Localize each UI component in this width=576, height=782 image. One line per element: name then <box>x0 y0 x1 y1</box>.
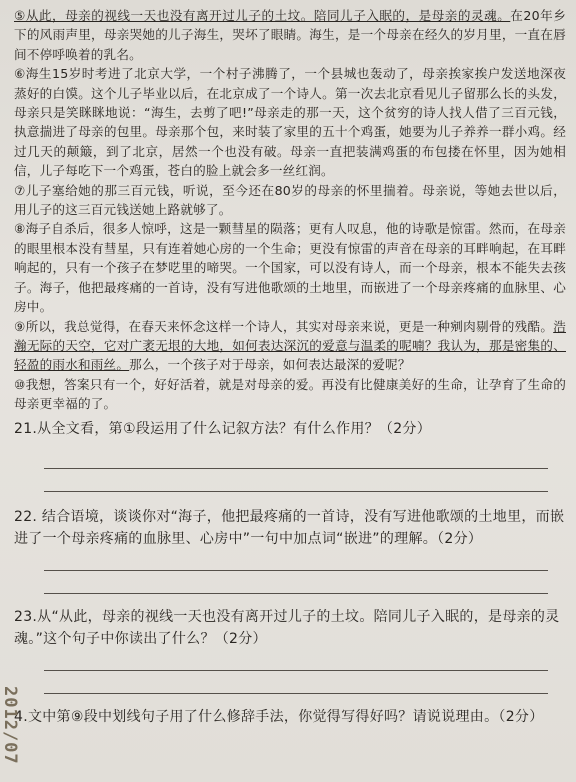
answer-line[interactable] <box>44 593 548 594</box>
paragraph-9-end: 那么，一个孩子对于母亲，如何表达最深的爱呢？ <box>129 357 411 373</box>
question-24 <box>14 706 566 728</box>
question-24-text: 4.文中第⑨段中划线句子用了什么修辞手法，你觉得写得好吗？请说说理由。（2分） <box>14 708 544 725</box>
answer-line[interactable] <box>44 693 548 694</box>
question-23 <box>14 606 566 694</box>
paragraph-10: ⑩我想，答案只有一个，好好活着，就是对母亲的爱。再没有比健康美好的生命，让孕育了生命的母亲更幸福的了。 <box>14 376 566 412</box>
paragraph-8: ⑧海子自杀后，很多人惊呼，这是一颗彗星的陨落；更有人叹息，他的诗歌是惊雷。然而，在母亲的眼里根本没有彗星，只有连着她心房的一个生命；更没有惊雷的声音在母亲的耳畔响起，在耳畔响起的，只有一个孩子在梦呓里的啼哭。一个国家，可以没有诗人，而一个母亲，根本不能失去孩子。海子，他把最疼痛的一首诗，没有写进他歌颂的土地里，而嵌进了一个母亲疼痛的血脉里、心房中。 <box>14 221 566 315</box>
paragraph-7: ⑦儿子塞给她的那三百元钱，听说，至今还在80岁的母亲的怀里揣着。母亲说，等她去世以后，用儿子的这三百元钱送她上路就够了。 <box>14 182 566 218</box>
paragraph-9-start: ⑨所以，我总觉得，在春天来怀念这样一个诗人，其实对母亲来说，更是一种剜肉剔骨的残酷。 <box>14 318 554 334</box>
underlined-sentence-9: 浩瀚无际的天空，它对广袤无垠的大地，如何表达深沉的爱意与温柔的呢喃？我认为，那是密集的、轻盈的雨水和雨丝。 <box>14 318 566 373</box>
date-stamp: 2012/07 <box>0 686 20 765</box>
underlined-sentence-5: ⑤从此，母亲的视线一天也没有离开过儿子的土坟。陪同儿子入眠的，是母亲的灵魂。 <box>14 8 511 23</box>
question-21-text: 21.从全文看，第①段运用了什么记叙方法？有什么作用？（2分） <box>14 420 432 437</box>
answer-line[interactable] <box>44 491 548 492</box>
question-22-text: 22. 结合语境，谈谈你对“海子，他把最疼痛的一首诗，没有写进他歌颂的土地里，而嵌进了一个母亲疼痛的血脉里、心房中”一句中加点词“嵌进”的理解。（2分） <box>14 508 565 547</box>
paragraph-5 <box>14 6 566 64</box>
question-22 <box>14 506 566 594</box>
question-23-text: 23.从“从此，母亲的视线一天也没有离开过儿子的土坟。陪同儿子入眠的，是母亲的灵魂。”这个句子中你读出了什么？（2分） <box>14 608 560 647</box>
paragraph-6: ⑥海生15岁时考进了北京大学，一个村子沸腾了，一个县城也轰动了，母亲挨家挨户发送地深夜蒸好的白馍。这个儿子毕业以后，在北京成了一个诗人。第一次去北京看见儿子留那么长的头发，母亲只是笑眯眯地说：“海生，去剪了吧!”母亲走的那一天，这个贫穷的诗人找人借了三百元钱，执意揣进了母亲的包里。母亲那个包，来时装了家里的五十个鸡蛋，她要为儿子养养一群小鸡。经过几天的颠簸，到了北京，居然一个也没有破。母亲一直把装满鸡蛋的布包搂在怀里，因为她相信，儿子每吃下一个鸡蛋，苍白的脸上就会多一丝红润。 <box>14 66 566 179</box>
paragraph-5-rest: 在20年乡下的风雨声里，母亲哭她的儿子海生，哭坏了眼睛。海生，是一个母亲在经久的岁月里，一直在唇间不停呼唤着的乳名。 <box>14 8 567 62</box>
question-21 <box>14 418 566 492</box>
paragraph-9 <box>14 317 566 375</box>
